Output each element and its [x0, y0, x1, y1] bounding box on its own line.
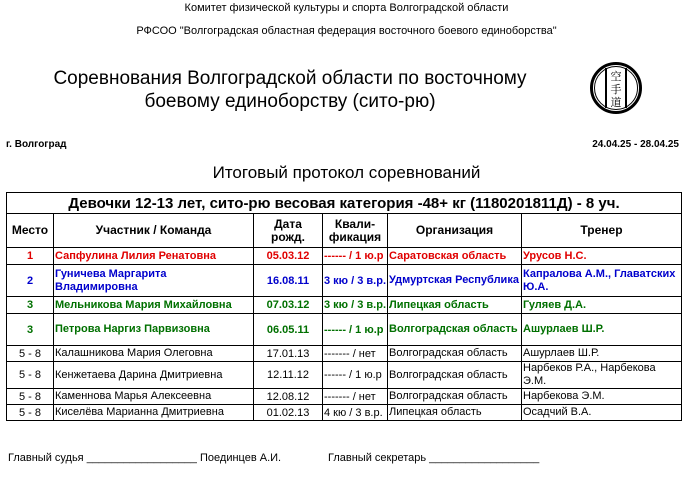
dob-cell: 07.03.12	[254, 297, 323, 314]
qualification-cell: ------ / 1 ю.р	[323, 362, 388, 389]
committee-header: Комитет физической культуры и спорта Волгоградской области	[184, 2, 509, 14]
place-cell: 2	[7, 265, 54, 297]
qualification-cell: ------ / 1 ю.р	[323, 248, 388, 265]
column-header-qual-line1: Квали-	[334, 216, 376, 231]
place-cell: 5 - 8	[7, 346, 54, 362]
federation-header: РФСОО "Волгоградская областная федерация восточного боевого единоборства"	[136, 25, 557, 37]
qualification-cell: 3 кю / 3 в.р.	[323, 265, 388, 297]
dob-cell: 06.05.11	[254, 314, 323, 346]
dob-cell: 12.11.12	[254, 362, 323, 389]
qualification-cell: ------- / нет	[323, 346, 388, 362]
column-header-place: Место	[7, 214, 54, 248]
organization-cell: Волгоградская область	[388, 389, 522, 405]
coach-cell: Нарбекова Э.М.	[522, 389, 682, 405]
qualification-cell: ------- / нет	[323, 389, 388, 405]
date-range: 24.04.25 - 28.04.25	[592, 139, 679, 150]
chief-secretary-label: Главный секретарь __________________	[328, 452, 540, 464]
participant-cell: Калашникова Мария Олеговна	[54, 346, 254, 362]
competition-title-line1: Соревнования Волгоградской области по восточному	[53, 68, 527, 89]
coach-cell: Нарбеков Р.А., Нарбекова Э.М.	[522, 362, 682, 389]
place-cell: 5 - 8	[7, 389, 54, 405]
table-row	[7, 265, 682, 297]
karate-do-emblem-icon	[584, 62, 648, 114]
participant-cell: Петрова Наргиз Парвизовна	[54, 314, 254, 346]
column-header-dob	[254, 214, 323, 248]
results-table	[6, 192, 682, 421]
participant-cell: Каменнова Марья Алексеевна	[54, 389, 254, 405]
participant-cell: Кенжетаева Дарина Дмитриевна	[54, 362, 254, 389]
logo-glyph: 道	[610, 96, 622, 109]
dob-cell: 01.02.13	[254, 405, 323, 421]
qualification-cell: ------ / 1 ю.р	[323, 314, 388, 346]
coach-cell: Ашурлаев Ш.Р.	[522, 346, 682, 362]
chief-judge-name: Поединцев А.И.	[200, 452, 282, 464]
chief-judge-label: Главный судья __________________	[8, 452, 197, 464]
dob-cell: 12.08.12	[254, 389, 323, 405]
column-header-qualification	[323, 214, 388, 248]
category-row	[7, 193, 682, 214]
place-cell: 3	[7, 297, 54, 314]
dob-cell: 17.01.13	[254, 346, 323, 362]
organization-cell: Волгоградская область	[388, 346, 522, 362]
protocol-title: Итоговый протокол соревнований	[212, 163, 481, 182]
column-header-coach: Тренер	[522, 214, 682, 248]
column-header-qual-line2: фикация	[328, 229, 382, 244]
table-row	[7, 389, 682, 405]
logo-glyph: 手	[610, 83, 622, 96]
qualification-cell: 4 кю / 3 в.р.	[323, 405, 388, 421]
table-row	[7, 314, 682, 346]
coach-cell: Ашурлаев Ш.Р.	[522, 314, 682, 346]
organization-cell: Липецкая область	[388, 405, 522, 421]
coach-cell: Гуляев Д.А.	[522, 297, 682, 314]
participant-cell: Сапфулина Лилия Ренатовна	[54, 248, 254, 265]
column-header-dob-line2: рожд.	[271, 229, 305, 244]
dob-cell: 05.03.12	[254, 248, 323, 265]
place-cell: 5 - 8	[7, 405, 54, 421]
city-label: г. Волгоград	[6, 139, 67, 150]
competition-title-line2: боевому единоборству (сито-рю)	[144, 91, 436, 112]
logo-glyph: 空	[610, 70, 622, 83]
column-header-dob-line1: Дата	[274, 216, 302, 231]
category-title: Девочки 12-13 лет, сито-рю весовая категория -48+ кг (1180201811Д) - 8 уч.	[7, 193, 682, 214]
organization-cell: Волгоградская область	[388, 362, 522, 389]
place-cell: 5 - 8	[7, 362, 54, 389]
table-header-row	[7, 214, 682, 248]
table-row	[7, 362, 682, 389]
organization-cell: Удмуртская Республика	[388, 265, 522, 297]
organization-cell: Липецкая область	[388, 297, 522, 314]
table-row	[7, 346, 682, 362]
participant-cell: Гуничева Маргарита Владимировна	[54, 265, 254, 297]
participant-cell: Киселёва Марианна Дмитриевна	[54, 405, 254, 421]
coach-cell: Урусов Н.С.	[522, 248, 682, 265]
table-row	[7, 405, 682, 421]
participant-cell: Мельникова Мария Михайловна	[54, 297, 254, 314]
organization-cell: Саратовская область	[388, 248, 522, 265]
dob-cell: 16.08.11	[254, 265, 323, 297]
table-row	[7, 297, 682, 314]
coach-cell: Осадчий В.А.	[522, 405, 682, 421]
coach-cell: Капралова А.М., Главатских Ю.А.	[522, 265, 682, 297]
place-cell: 1	[7, 248, 54, 265]
place-cell: 3	[7, 314, 54, 346]
column-header-participant: Участник / Команда	[54, 214, 254, 248]
competition-title	[30, 67, 550, 113]
column-header-organization: Организация	[388, 214, 522, 248]
qualification-cell: 3 кю / 3 в.р.	[323, 297, 388, 314]
table-row	[7, 248, 682, 265]
organization-cell: Волгоградская область	[388, 314, 522, 346]
